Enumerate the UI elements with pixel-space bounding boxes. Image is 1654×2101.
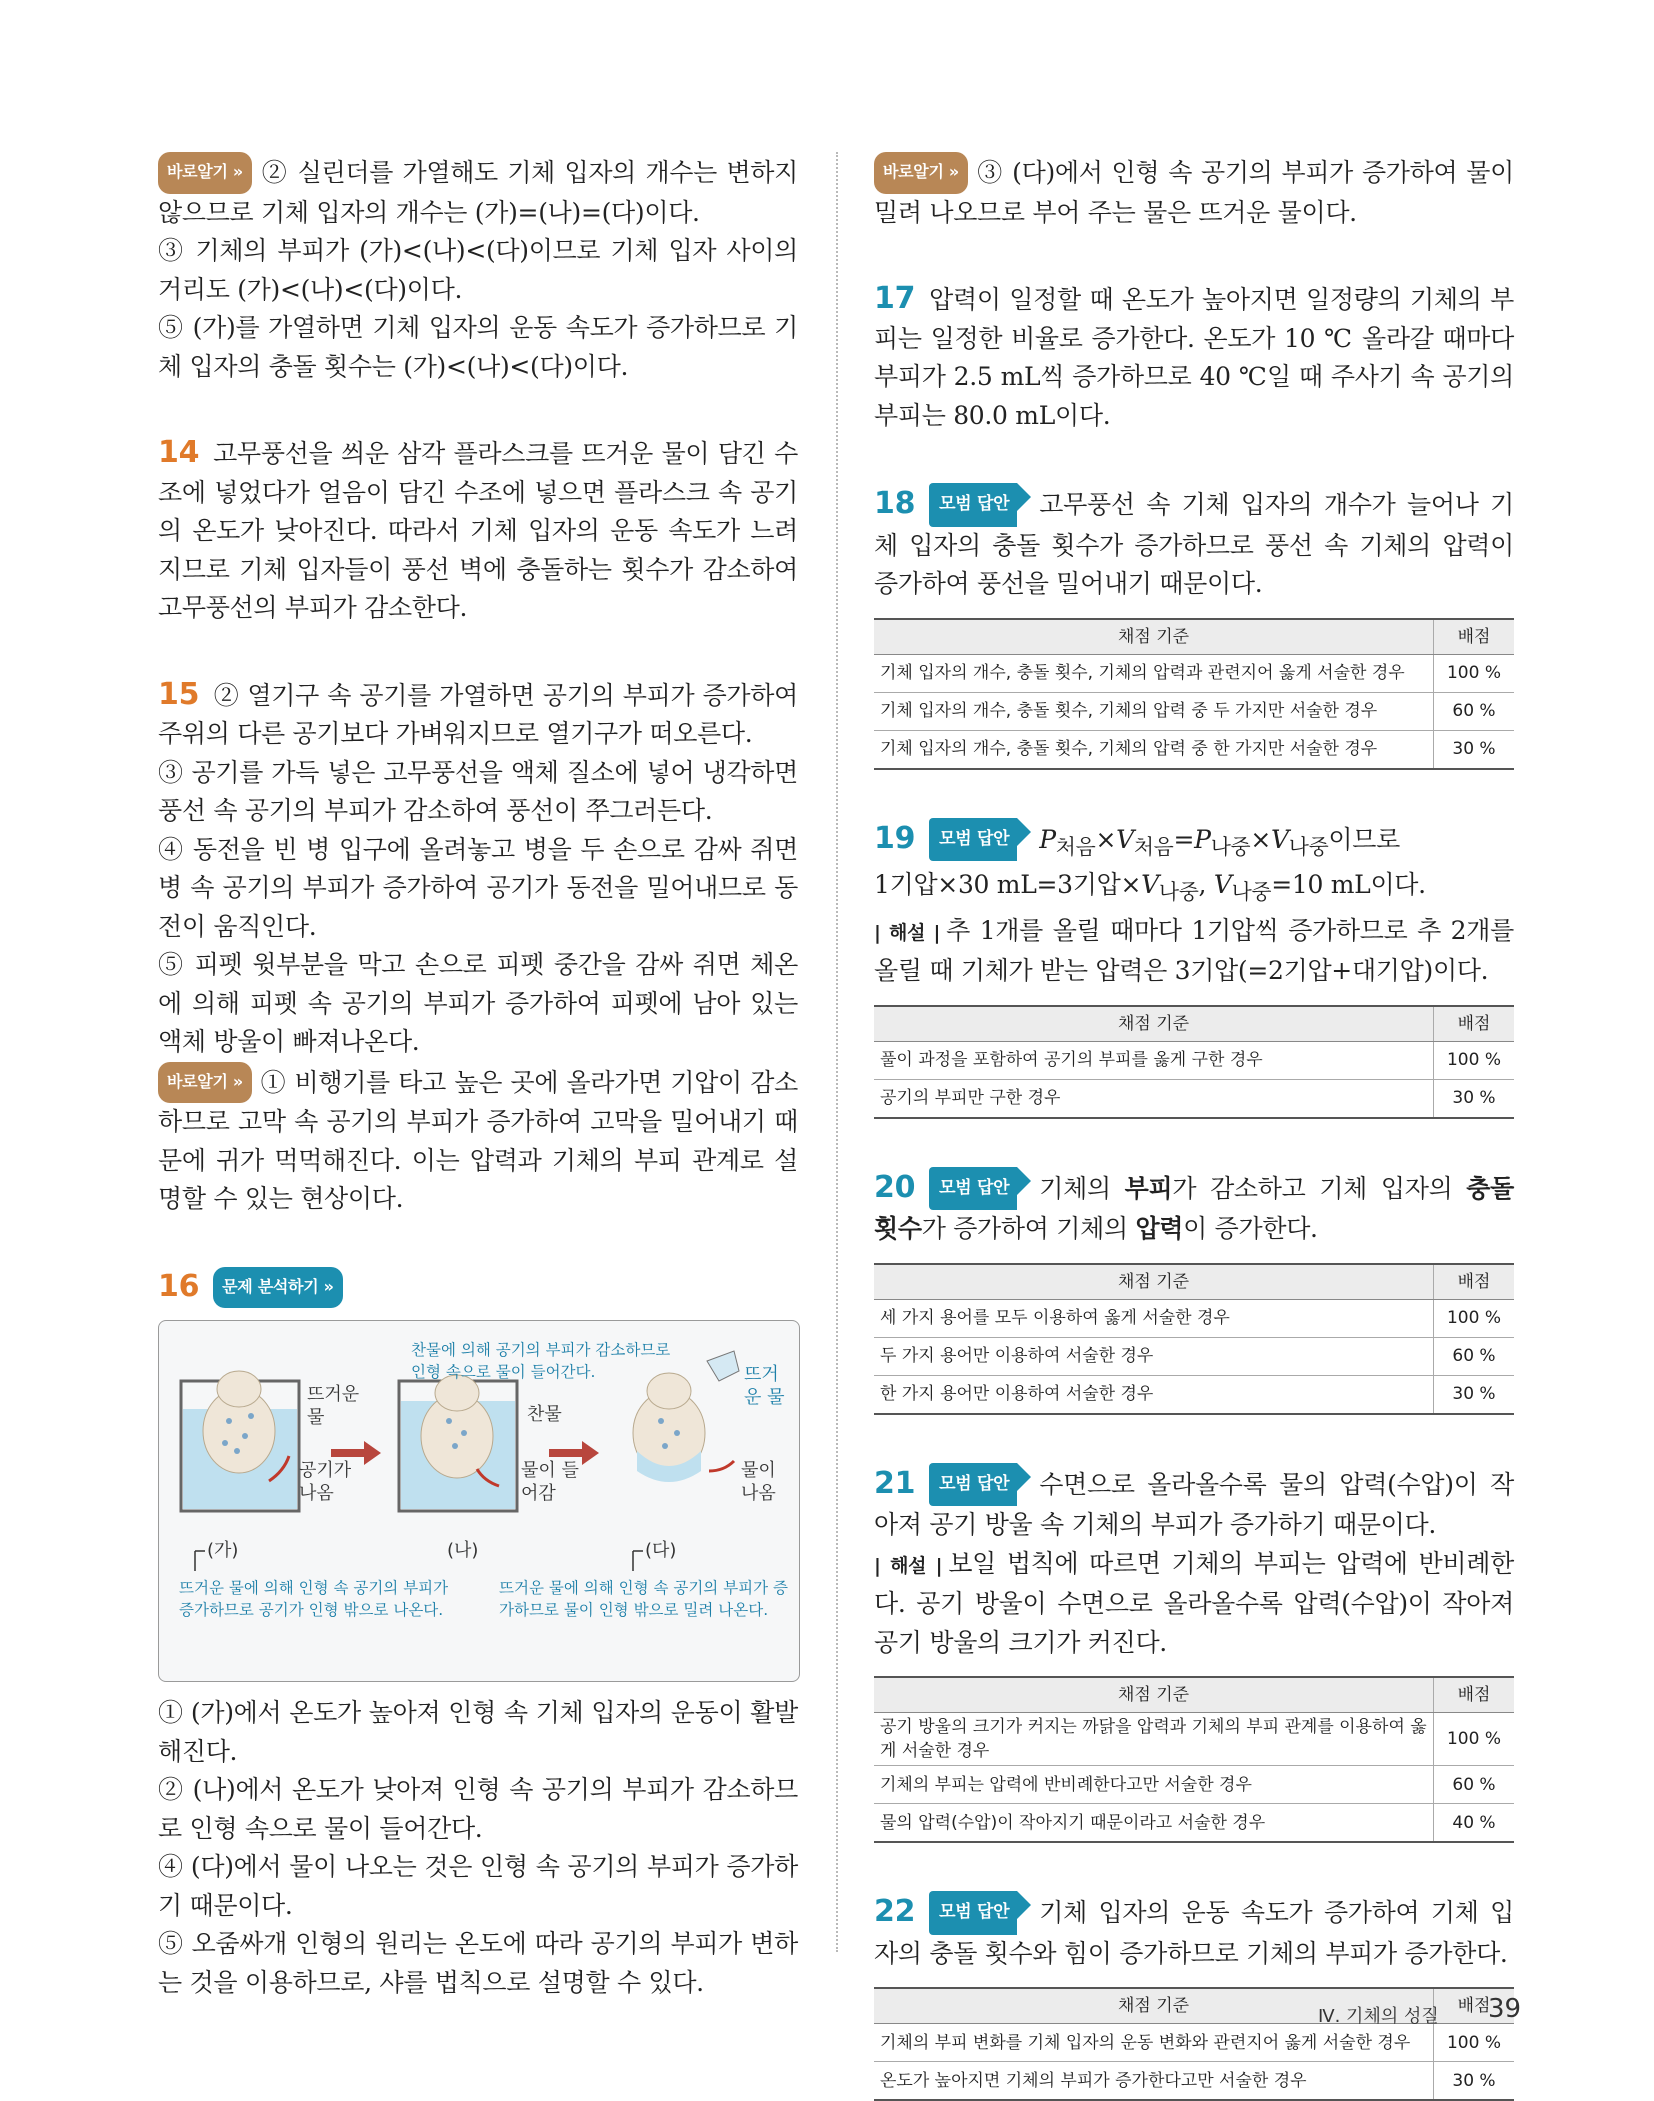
answer-19-line2: 1기압×30 mL=3기압$\times V_{나중}$, $V_{나중}=10$ mL이다. xyxy=(874,870,1426,904)
scoring-table-18 xyxy=(874,618,1514,770)
table-row: 공기의 부피만 구한 경우 30 % xyxy=(874,1079,1514,1118)
figure-water-out: 물이 나옴 xyxy=(741,1460,776,1504)
haeseol-label: | 해설 | xyxy=(874,921,941,944)
left-column xyxy=(158,152,798,2002)
model-answer-tag: 모범 답안 xyxy=(929,818,1017,862)
question-number: 19 xyxy=(874,820,916,856)
answer-15-p2: ③ 공기를 가득 넣은 고무풍선을 액체 질소에 넣어 냉각하면 풍선 속 공기의 부피가 감소하여 풍선이 쭈그러든다. xyxy=(158,757,798,825)
doll-a-head xyxy=(217,1371,261,1407)
answer-15-p4: ⑤ 피펫 윗부분을 막고 손으로 피펫 중간을 감싸 쥐면 체온에 의해 피펫 속 공기의 부피가 증가하여 피펫에 남아 있는 액체 방울이 빠져나온다. xyxy=(158,950,798,1056)
chapter-label: Ⅳ. 기체의 성질 xyxy=(1318,2006,1439,2027)
answer-14: 14 고무풍선을 씌운 삼각 플라스크를 뜨거운 물이 담긴 수조에 넣었다가 얼음이 담긴 수조에 넣으면 플라스크 속 공기의 온도가 낮아진다. 따라서 기체 입자의 운동 속도가 느려지므로 기체 입자들이 풍선 벽에 충돌하는 횟수가 감소하여 고무풍선의 부피가 감소한다. xyxy=(158,435,798,622)
answer-15: 15 ② 열기구 속 공기를 가열하면 공기의 부피가 증가하여 주위의 다른 공기보다 가벼워지므로 열기구가 떠오른다. xyxy=(158,676,798,748)
table-row: 풀이 과정을 포함하여 공기의 부피를 옳게 구한 경우 100 % xyxy=(874,1041,1514,1079)
correction-13-c: ⑤ (가)를 가열하면 기체 입자의 운동 속도가 증가하므로 기체 입자의 충돌 횟수는 (가)<(나)<(다)이다. xyxy=(158,313,798,381)
bunseok-tag: 문제 분석하기 » xyxy=(213,1267,343,1309)
table-row: 기체 입자의 개수, 충돌 횟수, 기체의 압력 중 두 가지만 서술한 경우 60 % xyxy=(874,692,1514,730)
model-answer-tag: 모범 답안 xyxy=(929,1463,1017,1507)
question-number: 18 xyxy=(874,486,916,521)
figure-top-note: 찬물에 의해 공기의 부피가 감소하므로 인형 속으로 물이 들어간다. xyxy=(411,1341,671,1381)
bareun-tag: 바로알기 » xyxy=(874,152,968,194)
points-header: 배점 xyxy=(1434,1264,1515,1300)
answer-21: 21 모범 답안 수면으로 올라올수록 물의 압력(수압)이 작아져 공기 방울 속 기체의 부피가 증가하기 때문이다. xyxy=(874,1463,1514,1545)
question-number: 22 xyxy=(874,1894,916,1929)
correction-15: 바로알기 » ① 비행기를 타고 높은 곳에 올라가면 기압이 감소하므로 고막 속 공기의 부피가 증가하여 고막을 밀어내기 때문에 귀가 먹먹해진다. 이는 압력과 기체의 부피 관계로 설명할 수 있는 현상이다. xyxy=(158,1062,798,1219)
criteria-header: 채점 기준 xyxy=(874,1006,1434,1042)
scoring-table-21 xyxy=(874,1676,1514,1843)
correction-13-b: ③ 기체의 부피가 (가)<(나)<(다)이므로 기체 입자 사이의 거리도 (가)<(나)<(다)이다. xyxy=(158,236,798,304)
question-number: 15 xyxy=(158,676,200,712)
figure-hot-water-c: 뜨거운 물 xyxy=(744,1364,785,1408)
question-number: 17 xyxy=(874,281,916,316)
haeseol-label: | 해설 | xyxy=(874,1554,943,1577)
answer-16-p3: ④ (다)에서 물이 나오는 것은 인형 속 공기의 부피가 증가하기 때문이다. xyxy=(158,1852,798,1920)
figure-label-a: (가) xyxy=(207,1540,239,1561)
table-row: 기체의 부피는 압력에 반비례한다고만 서술한 경우 60 % xyxy=(874,1766,1514,1804)
table-row: 공기 방울의 크기가 커지는 까닭을 압력과 기체의 부피 관계를 이용하여 옳게 서술한 경우 100 % xyxy=(874,1713,1514,1766)
bareun-tag: 바로알기 » xyxy=(158,1062,252,1104)
scoring-table-19 xyxy=(874,1005,1514,1119)
model-answer-tag: 모범 답안 xyxy=(929,1167,1017,1211)
water-out-arrow xyxy=(709,1461,734,1471)
correction-16: 바로알기 » ③ (다)에서 인형 속 공기의 부피가 증가하여 물이 밀려 나오므로 부어 주는 물은 뜨거운 물이다. xyxy=(874,152,1514,232)
criteria-header: 채점 기준 xyxy=(874,1677,1434,1713)
explanation-21: | 해설 | 보일 법칙에 따르면 기체의 부피는 압력에 반비례한다. 공기 방울이 수면으로 올라올수록 압력(수압)이 작아져 공기 방울의 크기가 커진다. xyxy=(874,1548,1514,1657)
answer-16-p4: ⑤ 오줌싸개 인형의 원리는 온도에 따라 공기의 부피가 변하는 것을 이용하므로, 샤를 법칙으로 설명할 수 있다. xyxy=(158,1929,798,1997)
table-row: 기체 입자의 개수, 충돌 횟수, 기체의 압력과 관련지어 옳게 서술한 경우 100 % xyxy=(874,654,1514,692)
table-row: 물의 압력(수압)이 작아지기 때문이라고 서술한 경우 40 % xyxy=(874,1804,1514,1843)
table-row: 두 가지 용어만 이용하여 서술한 경우 60 % xyxy=(874,1337,1514,1375)
answer-16-p1: ① (가)에서 온도가 높아져 인형 속 기체 입자의 운동이 활발해진다. xyxy=(158,1698,798,1766)
column-divider xyxy=(836,152,838,1952)
answer-16-p2: ② (나)에서 온도가 낮아져 인형 속 공기의 부피가 감소하므로 인형 속으로 물이 들어간다. xyxy=(158,1775,798,1843)
question-number: 14 xyxy=(158,435,200,470)
criteria-header: 채점 기준 xyxy=(874,619,1434,655)
figure-label-c: (다) xyxy=(645,1540,677,1561)
doll-figure xyxy=(158,1320,800,1682)
points-header: 배점 xyxy=(1434,619,1515,655)
answer-22: 22 모범 답안 기체 입자의 운동 속도가 증가하여 기체 입자의 충돌 횟수와 힘이 증가하므로 기체의 부피가 증가한다. xyxy=(874,1891,1514,1973)
bareun-tag: 바로알기 » xyxy=(158,152,252,194)
question-number: 16 xyxy=(158,1268,200,1304)
table-row: 기체의 부피 변화를 기체 입자의 운동 변화와 관련지어 옳게 서술한 경우 100 % xyxy=(874,2024,1514,2062)
table-row: 세 가지 용어를 모두 이용하여 옳게 서술한 경우 100 % xyxy=(874,1299,1514,1337)
figure-water-in: 물이 들어감 xyxy=(521,1460,579,1504)
page-number: 39 xyxy=(1488,1994,1522,2024)
scoring-table-20 xyxy=(874,1263,1514,1415)
table-row: 기체 입자의 개수, 충돌 횟수, 기체의 압력 중 한 가지만 서술한 경우 30 % xyxy=(874,730,1514,769)
right-column xyxy=(874,152,1514,2101)
table-row: 온도가 높아지면 기체의 부피가 증가한다고만 서술한 경우 30 % xyxy=(874,2062,1514,2101)
points-header: 배점 xyxy=(1434,1988,1515,2024)
figure-cold-water: 찬물 xyxy=(527,1404,562,1425)
figure-hot-water-a: 뜨거운 물 xyxy=(307,1384,360,1428)
points-header: 배점 xyxy=(1434,1677,1515,1713)
criteria-header: 채점 기준 xyxy=(874,1988,1434,2024)
figure-air-out: 공기가 나옴 xyxy=(299,1460,352,1504)
figure-label-b: (나) xyxy=(447,1540,479,1561)
explanation-19: | 해설 | 추 1개를 올릴 때마다 1기압씩 증가하므로 추 2개를 올릴 때 기체가 받는 압력은 3기압(=2기압+대기압)이다. xyxy=(874,915,1514,985)
model-answer-tag: 모범 답안 xyxy=(929,483,1017,527)
answer-15-p3: ④ 동전을 빈 병 입구에 올려놓고 병을 두 손으로 감싸 쥐면 병 속 공기의 부피가 증가하여 공기가 동전을 밀어내므로 동전이 움직인다. xyxy=(158,834,798,941)
question-number: 21 xyxy=(874,1465,916,1501)
cup xyxy=(707,1351,739,1381)
answer-20: 20 모범 답안 기체의 부피가 감소하고 기체 입자의 충돌 횟수가 증가하여 기체의 압력이 증가한다. xyxy=(874,1167,1514,1249)
question-number: 20 xyxy=(874,1169,916,1205)
answer-19: 19 모범 답안 $P_{처음}\times V_{처음}=P_{나중}\times V_{나중}$이므로 xyxy=(874,818,1514,867)
criteria-header: 채점 기준 xyxy=(874,1264,1434,1300)
answer-18: 18 모범 답안 고무풍선 속 기체 입자의 개수가 늘어나 기체 입자의 충돌 횟수가 증가하므로 풍선 속 기체의 압력이 증가하여 풍선을 밀어내기 때문이다. xyxy=(874,483,1514,604)
figure-caption-a: 뜨거운 물에 의해 인형 속 공기의 부피가 증가하므로 공기가 인형 밖으로 나온다. xyxy=(179,1579,449,1619)
answer-17: 17 압력이 일정할 때 온도가 높아지면 일정량의 기체의 부피는 일정한 비율로 증가한다. 온도가 10 ℃ 올라갈 때마다 부피가 2.5 mL씩 증가하므로 40 ℃일 때 주사기 속 공기의 부피는 80.0 mL이다. xyxy=(874,281,1514,430)
correction-13: 바로알기 » ② 실린더를 가열해도 기체 입자의 개수는 변하지 않으므로 기체 입자의 개수는 (가)=(나)=(다)이다. xyxy=(158,152,798,232)
model-answer-tag: 모범 답안 xyxy=(929,1891,1017,1935)
table-row: 한 가지 용어만 이용하여 서술한 경우 30 % xyxy=(874,1375,1514,1414)
points-header: 배점 xyxy=(1434,1006,1515,1042)
figure-caption-c: 뜨거운 물에 의해 인형 속 공기의 부피가 증가하므로 물이 인형 밖으로 밀려 나온다. xyxy=(499,1579,789,1619)
answer-16-heading xyxy=(158,1267,798,1309)
